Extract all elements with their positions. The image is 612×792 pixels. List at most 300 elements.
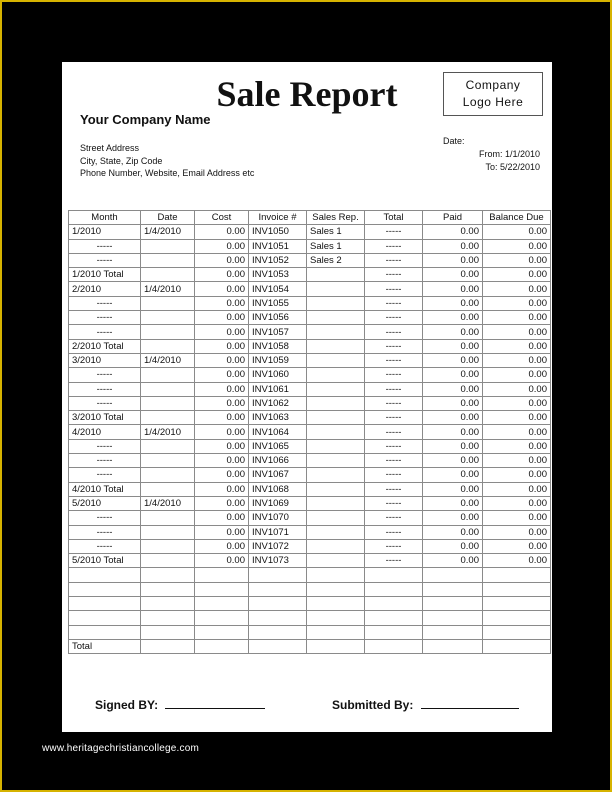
cell-date: [141, 239, 195, 253]
cell-balance-due: 0.00: [483, 539, 551, 553]
cell-sales-rep: [307, 525, 365, 539]
cell-paid: 0.00: [423, 425, 483, 439]
cell-balance-due: 0.00: [483, 468, 551, 482]
cell-total: -----: [365, 253, 423, 267]
cell-total: -----: [365, 368, 423, 382]
cell-total: -----: [365, 353, 423, 367]
cell-date: [141, 382, 195, 396]
cell-total: -----: [365, 454, 423, 468]
cell-paid: 0.00: [423, 482, 483, 496]
cell-date: [141, 325, 195, 339]
cell-total: [365, 625, 423, 639]
cell-cost: 0.00: [195, 368, 249, 382]
cell-cost: 0.00: [195, 511, 249, 525]
table-row: [69, 468, 551, 482]
cell-paid: 0.00: [423, 325, 483, 339]
cell-month: 5/2010 Total: [69, 554, 141, 568]
cell-sales-rep: [307, 496, 365, 510]
table-row: [69, 353, 551, 367]
cell-balance-due: [483, 582, 551, 596]
table-row: [69, 511, 551, 525]
report-title: Sale Report: [216, 74, 398, 114]
cell-cost: 0.00: [195, 496, 249, 510]
cell-date: [141, 539, 195, 553]
address-city: City, State, Zip Code: [80, 155, 163, 166]
cell-paid: 0.00: [423, 311, 483, 325]
table-row: [69, 411, 551, 425]
table-row: [69, 582, 551, 596]
table-row: [69, 239, 551, 253]
cell-balance-due: [483, 597, 551, 611]
cell-cost: 0.00: [195, 468, 249, 482]
cell-month: -----: [69, 239, 141, 253]
cell-sales-rep: [307, 382, 365, 396]
submitted-by-line: [421, 698, 519, 709]
table-row: [69, 496, 551, 510]
cell-cost: 0.00: [195, 454, 249, 468]
cell-sales-rep: [307, 582, 365, 596]
cell-sales-rep: [307, 482, 365, 496]
cell-balance-due: 0.00: [483, 353, 551, 367]
company-logo-placeholder: [443, 72, 543, 116]
cell-sales-rep: [307, 282, 365, 296]
cell-total: -----: [365, 482, 423, 496]
cell-paid: 0.00: [423, 525, 483, 539]
table-header-row: [69, 211, 551, 225]
table-body: [69, 225, 551, 654]
cell-month: [69, 611, 141, 625]
cell-balance-due: 0.00: [483, 239, 551, 253]
cell-cost: 0.00: [195, 325, 249, 339]
cell-balance-due: 0.00: [483, 382, 551, 396]
company-name: Your Company Name: [80, 112, 211, 127]
cell-date: 1/4/2010: [141, 425, 195, 439]
cell-balance-due: 0.00: [483, 396, 551, 410]
cell-sales-rep: [307, 396, 365, 410]
cell-cost: 0.00: [195, 268, 249, 282]
company-address: [80, 142, 254, 180]
cell-month: -----: [69, 253, 141, 267]
cell-cost: [195, 639, 249, 653]
cell-month: 3/2010: [69, 353, 141, 367]
cell-date: [141, 639, 195, 653]
column-header-paid: Paid: [423, 211, 483, 225]
cell-paid: 0.00: [423, 511, 483, 525]
cell-total: -----: [365, 268, 423, 282]
cell-month: -----: [69, 525, 141, 539]
cell-date: [141, 625, 195, 639]
cell-paid: [423, 582, 483, 596]
report-sheet: [62, 62, 552, 732]
cell-paid: [423, 568, 483, 582]
cell-month: -----: [69, 539, 141, 553]
cell-balance-due: 0.00: [483, 411, 551, 425]
cell-total: [365, 582, 423, 596]
cell-total: -----: [365, 554, 423, 568]
cell-sales-rep: Sales 1: [307, 225, 365, 239]
cell-balance-due: 0.00: [483, 225, 551, 239]
cell-cost: [195, 625, 249, 639]
cell-balance-due: [483, 611, 551, 625]
cell-total: -----: [365, 296, 423, 310]
cell-date: [141, 268, 195, 282]
cell-date: 1/4/2010: [141, 496, 195, 510]
cell-cost: 0.00: [195, 253, 249, 267]
cell-balance-due: [483, 639, 551, 653]
cell-month: 2/2010: [69, 282, 141, 296]
cell-cost: 0.00: [195, 525, 249, 539]
cell-sales-rep: [307, 454, 365, 468]
cell-cost: 0.00: [195, 482, 249, 496]
cell-total: [365, 597, 423, 611]
table-row: [69, 296, 551, 310]
cell-sales-rep: [307, 268, 365, 282]
table-row: [69, 282, 551, 296]
cell-month: -----: [69, 296, 141, 310]
cell-sales-rep: [307, 511, 365, 525]
cell-date: [141, 511, 195, 525]
cell-total: [365, 639, 423, 653]
cell-balance-due: 0.00: [483, 268, 551, 282]
cell-cost: 0.00: [195, 539, 249, 553]
cell-invoice: INV1066: [249, 454, 307, 468]
signed-by-field: [95, 698, 265, 712]
cell-month: [69, 625, 141, 639]
cell-balance-due: 0.00: [483, 311, 551, 325]
cell-date: [141, 611, 195, 625]
column-header-total: Total: [365, 211, 423, 225]
cell-paid: [423, 611, 483, 625]
cell-total: -----: [365, 239, 423, 253]
table-row: [69, 311, 551, 325]
table-row: [69, 525, 551, 539]
table-row: [69, 268, 551, 282]
cell-paid: 0.00: [423, 454, 483, 468]
cell-sales-rep: [307, 539, 365, 553]
cell-date: [141, 468, 195, 482]
table-row: [69, 396, 551, 410]
cell-total: -----: [365, 311, 423, 325]
cell-month: -----: [69, 454, 141, 468]
cell-paid: 0.00: [423, 439, 483, 453]
cell-paid: [423, 625, 483, 639]
table-row: [69, 482, 551, 496]
table-row: [69, 639, 551, 653]
cell-invoice: INV1065: [249, 439, 307, 453]
cell-total: -----: [365, 525, 423, 539]
cell-invoice: INV1071: [249, 525, 307, 539]
cell-date: [141, 253, 195, 267]
cell-cost: 0.00: [195, 225, 249, 239]
cell-invoice: INV1057: [249, 325, 307, 339]
submitted-by-label: Submitted By:: [332, 698, 414, 712]
table-row: [69, 339, 551, 353]
logo-text-line-2: Logo Here: [462, 95, 524, 109]
cell-balance-due: 0.00: [483, 425, 551, 439]
cell-balance-due: [483, 568, 551, 582]
cell-cost: 0.00: [195, 439, 249, 453]
cell-invoice: INV1054: [249, 282, 307, 296]
table-row: [69, 425, 551, 439]
cell-cost: 0.00: [195, 554, 249, 568]
cell-month: [69, 597, 141, 611]
cell-sales-rep: [307, 554, 365, 568]
cell-paid: 0.00: [423, 411, 483, 425]
cell-cost: 0.00: [195, 282, 249, 296]
table-row: [69, 625, 551, 639]
cell-cost: [195, 597, 249, 611]
cell-cost: 0.00: [195, 239, 249, 253]
cell-date: [141, 396, 195, 410]
cell-balance-due: 0.00: [483, 296, 551, 310]
table-row: [69, 253, 551, 267]
table-row: [69, 454, 551, 468]
cell-date: [141, 296, 195, 310]
cell-month: 3/2010 Total: [69, 411, 141, 425]
cell-sales-rep: [307, 639, 365, 653]
cell-invoice: INV1064: [249, 425, 307, 439]
cell-date: [141, 525, 195, 539]
cell-sales-rep: [307, 439, 365, 453]
cell-invoice: INV1063: [249, 411, 307, 425]
cell-total: -----: [365, 382, 423, 396]
submitted-by-field: [332, 698, 519, 712]
date-label: Date:: [443, 136, 465, 146]
cell-total: -----: [365, 411, 423, 425]
cell-date: [141, 454, 195, 468]
cell-total: -----: [365, 425, 423, 439]
cell-date: [141, 439, 195, 453]
cell-date: [141, 597, 195, 611]
cell-sales-rep: [307, 353, 365, 367]
cell-sales-rep: [307, 625, 365, 639]
cell-balance-due: 0.00: [483, 554, 551, 568]
cell-balance-due: 0.00: [483, 511, 551, 525]
cell-balance-due: 0.00: [483, 368, 551, 382]
cell-invoice: INV1073: [249, 554, 307, 568]
cell-invoice: [249, 597, 307, 611]
cell-cost: 0.00: [195, 296, 249, 310]
table-row: [69, 439, 551, 453]
cell-date: [141, 339, 195, 353]
cell-month: -----: [69, 511, 141, 525]
cell-invoice: [249, 582, 307, 596]
cell-paid: 0.00: [423, 468, 483, 482]
sales-table: [68, 210, 551, 654]
cell-date: 1/4/2010: [141, 225, 195, 239]
cell-date: [141, 482, 195, 496]
cell-invoice: INV1067: [249, 468, 307, 482]
cell-month: [69, 568, 141, 582]
cell-balance-due: [483, 625, 551, 639]
cell-invoice: INV1052: [249, 253, 307, 267]
cell-total: -----: [365, 539, 423, 553]
cell-month: 4/2010 Total: [69, 482, 141, 496]
cell-invoice: INV1069: [249, 496, 307, 510]
cell-invoice: [249, 568, 307, 582]
cell-month: [69, 582, 141, 596]
column-header-date: Date: [141, 211, 195, 225]
cell-paid: 0.00: [423, 382, 483, 396]
cell-cost: 0.00: [195, 382, 249, 396]
cell-sales-rep: Sales 2: [307, 253, 365, 267]
column-header-month: Month: [69, 211, 141, 225]
cell-invoice: INV1059: [249, 353, 307, 367]
cell-date: [141, 368, 195, 382]
cell-total: -----: [365, 325, 423, 339]
cell-cost: 0.00: [195, 425, 249, 439]
table-row: [69, 382, 551, 396]
cell-date: [141, 568, 195, 582]
table-row: [69, 597, 551, 611]
cell-sales-rep: Sales 1: [307, 239, 365, 253]
cell-cost: [195, 568, 249, 582]
watermark-text: www.heritagechristiancollege.com: [42, 743, 200, 754]
cell-paid: 0.00: [423, 396, 483, 410]
cell-total: -----: [365, 339, 423, 353]
cell-balance-due: 0.00: [483, 454, 551, 468]
cell-balance-due: 0.00: [483, 525, 551, 539]
table-row: [69, 325, 551, 339]
table-row: [69, 539, 551, 553]
column-header-sales-rep: Sales Rep.: [307, 211, 365, 225]
cell-invoice: INV1060: [249, 368, 307, 382]
cell-paid: 0.00: [423, 268, 483, 282]
cell-date: [141, 411, 195, 425]
cell-paid: 0.00: [423, 339, 483, 353]
cell-invoice: INV1053: [249, 268, 307, 282]
cell-cost: 0.00: [195, 311, 249, 325]
column-header-cost: Cost: [195, 211, 249, 225]
cell-paid: 0.00: [423, 496, 483, 510]
cell-total: -----: [365, 468, 423, 482]
cell-date: [141, 311, 195, 325]
logo-text-line-1: Company: [465, 78, 521, 92]
cell-invoice: INV1050: [249, 225, 307, 239]
cell-balance-due: 0.00: [483, 253, 551, 267]
cell-paid: [423, 597, 483, 611]
table-row: [69, 611, 551, 625]
cell-sales-rep: [307, 339, 365, 353]
cell-total: -----: [365, 439, 423, 453]
cell-month: 1/2010 Total: [69, 268, 141, 282]
cell-paid: 0.00: [423, 282, 483, 296]
cell-month: 2/2010 Total: [69, 339, 141, 353]
cell-cost: 0.00: [195, 353, 249, 367]
cell-invoice: INV1056: [249, 311, 307, 325]
cell-invoice: INV1070: [249, 511, 307, 525]
column-header-invoice: Invoice #: [249, 211, 307, 225]
column-header-balance-due: Balance Due: [483, 211, 551, 225]
cell-month: 4/2010: [69, 425, 141, 439]
cell-paid: 0.00: [423, 225, 483, 239]
cell-total: [365, 568, 423, 582]
table-row: [69, 554, 551, 568]
cell-balance-due: 0.00: [483, 482, 551, 496]
cell-sales-rep: [307, 368, 365, 382]
cell-month: -----: [69, 382, 141, 396]
cell-month: -----: [69, 368, 141, 382]
cell-paid: 0.00: [423, 296, 483, 310]
cell-month: 1/2010: [69, 225, 141, 239]
cell-paid: 0.00: [423, 353, 483, 367]
cell-invoice: INV1055: [249, 296, 307, 310]
address-contact: Phone Number, Website, Email Address etc: [80, 168, 255, 178]
cell-balance-due: 0.00: [483, 339, 551, 353]
cell-paid: [423, 639, 483, 653]
date-to: To: 5/22/2010: [485, 161, 540, 172]
cell-month: 5/2010: [69, 496, 141, 510]
cell-invoice: INV1058: [249, 339, 307, 353]
cell-month: -----: [69, 468, 141, 482]
cell-balance-due: 0.00: [483, 439, 551, 453]
table-row: [69, 368, 551, 382]
address-street: Street Address: [80, 143, 140, 153]
cell-month: Total: [69, 639, 141, 653]
cell-sales-rep: [307, 325, 365, 339]
cell-sales-rep: [307, 568, 365, 582]
cell-cost: 0.00: [195, 339, 249, 353]
cell-cost: 0.00: [195, 411, 249, 425]
cell-total: [365, 611, 423, 625]
cell-sales-rep: [307, 425, 365, 439]
cell-month: -----: [69, 396, 141, 410]
cell-cost: [195, 611, 249, 625]
cell-invoice: [249, 639, 307, 653]
cell-paid: 0.00: [423, 554, 483, 568]
cell-invoice: INV1072: [249, 539, 307, 553]
cell-total: -----: [365, 282, 423, 296]
cell-total: -----: [365, 225, 423, 239]
cell-month: -----: [69, 439, 141, 453]
cell-sales-rep: [307, 311, 365, 325]
table-row: [69, 225, 551, 239]
cell-balance-due: 0.00: [483, 496, 551, 510]
cell-month: -----: [69, 311, 141, 325]
cell-sales-rep: [307, 296, 365, 310]
date-range: [479, 148, 540, 173]
table-row: [69, 568, 551, 582]
cell-invoice: INV1068: [249, 482, 307, 496]
cell-cost: 0.00: [195, 396, 249, 410]
cell-sales-rep: [307, 597, 365, 611]
cell-date: 1/4/2010: [141, 353, 195, 367]
cell-paid: 0.00: [423, 253, 483, 267]
cell-paid: 0.00: [423, 239, 483, 253]
cell-invoice: INV1051: [249, 239, 307, 253]
cell-balance-due: 0.00: [483, 282, 551, 296]
cell-paid: 0.00: [423, 368, 483, 382]
cell-invoice: INV1062: [249, 396, 307, 410]
cell-total: -----: [365, 511, 423, 525]
cell-paid: 0.00: [423, 539, 483, 553]
cell-sales-rep: [307, 611, 365, 625]
cell-invoice: [249, 625, 307, 639]
cell-date: [141, 554, 195, 568]
date-from: From: 1/1/2010: [478, 149, 540, 159]
cell-cost: [195, 582, 249, 596]
signed-by-label: Signed BY:: [95, 698, 159, 712]
cell-balance-due: 0.00: [483, 325, 551, 339]
cell-date: [141, 582, 195, 596]
signed-by-line: [165, 698, 265, 709]
cell-invoice: [249, 611, 307, 625]
cell-total: -----: [365, 396, 423, 410]
cell-sales-rep: [307, 468, 365, 482]
cell-date: 1/4/2010: [141, 282, 195, 296]
cell-sales-rep: [307, 411, 365, 425]
cell-invoice: INV1061: [249, 382, 307, 396]
